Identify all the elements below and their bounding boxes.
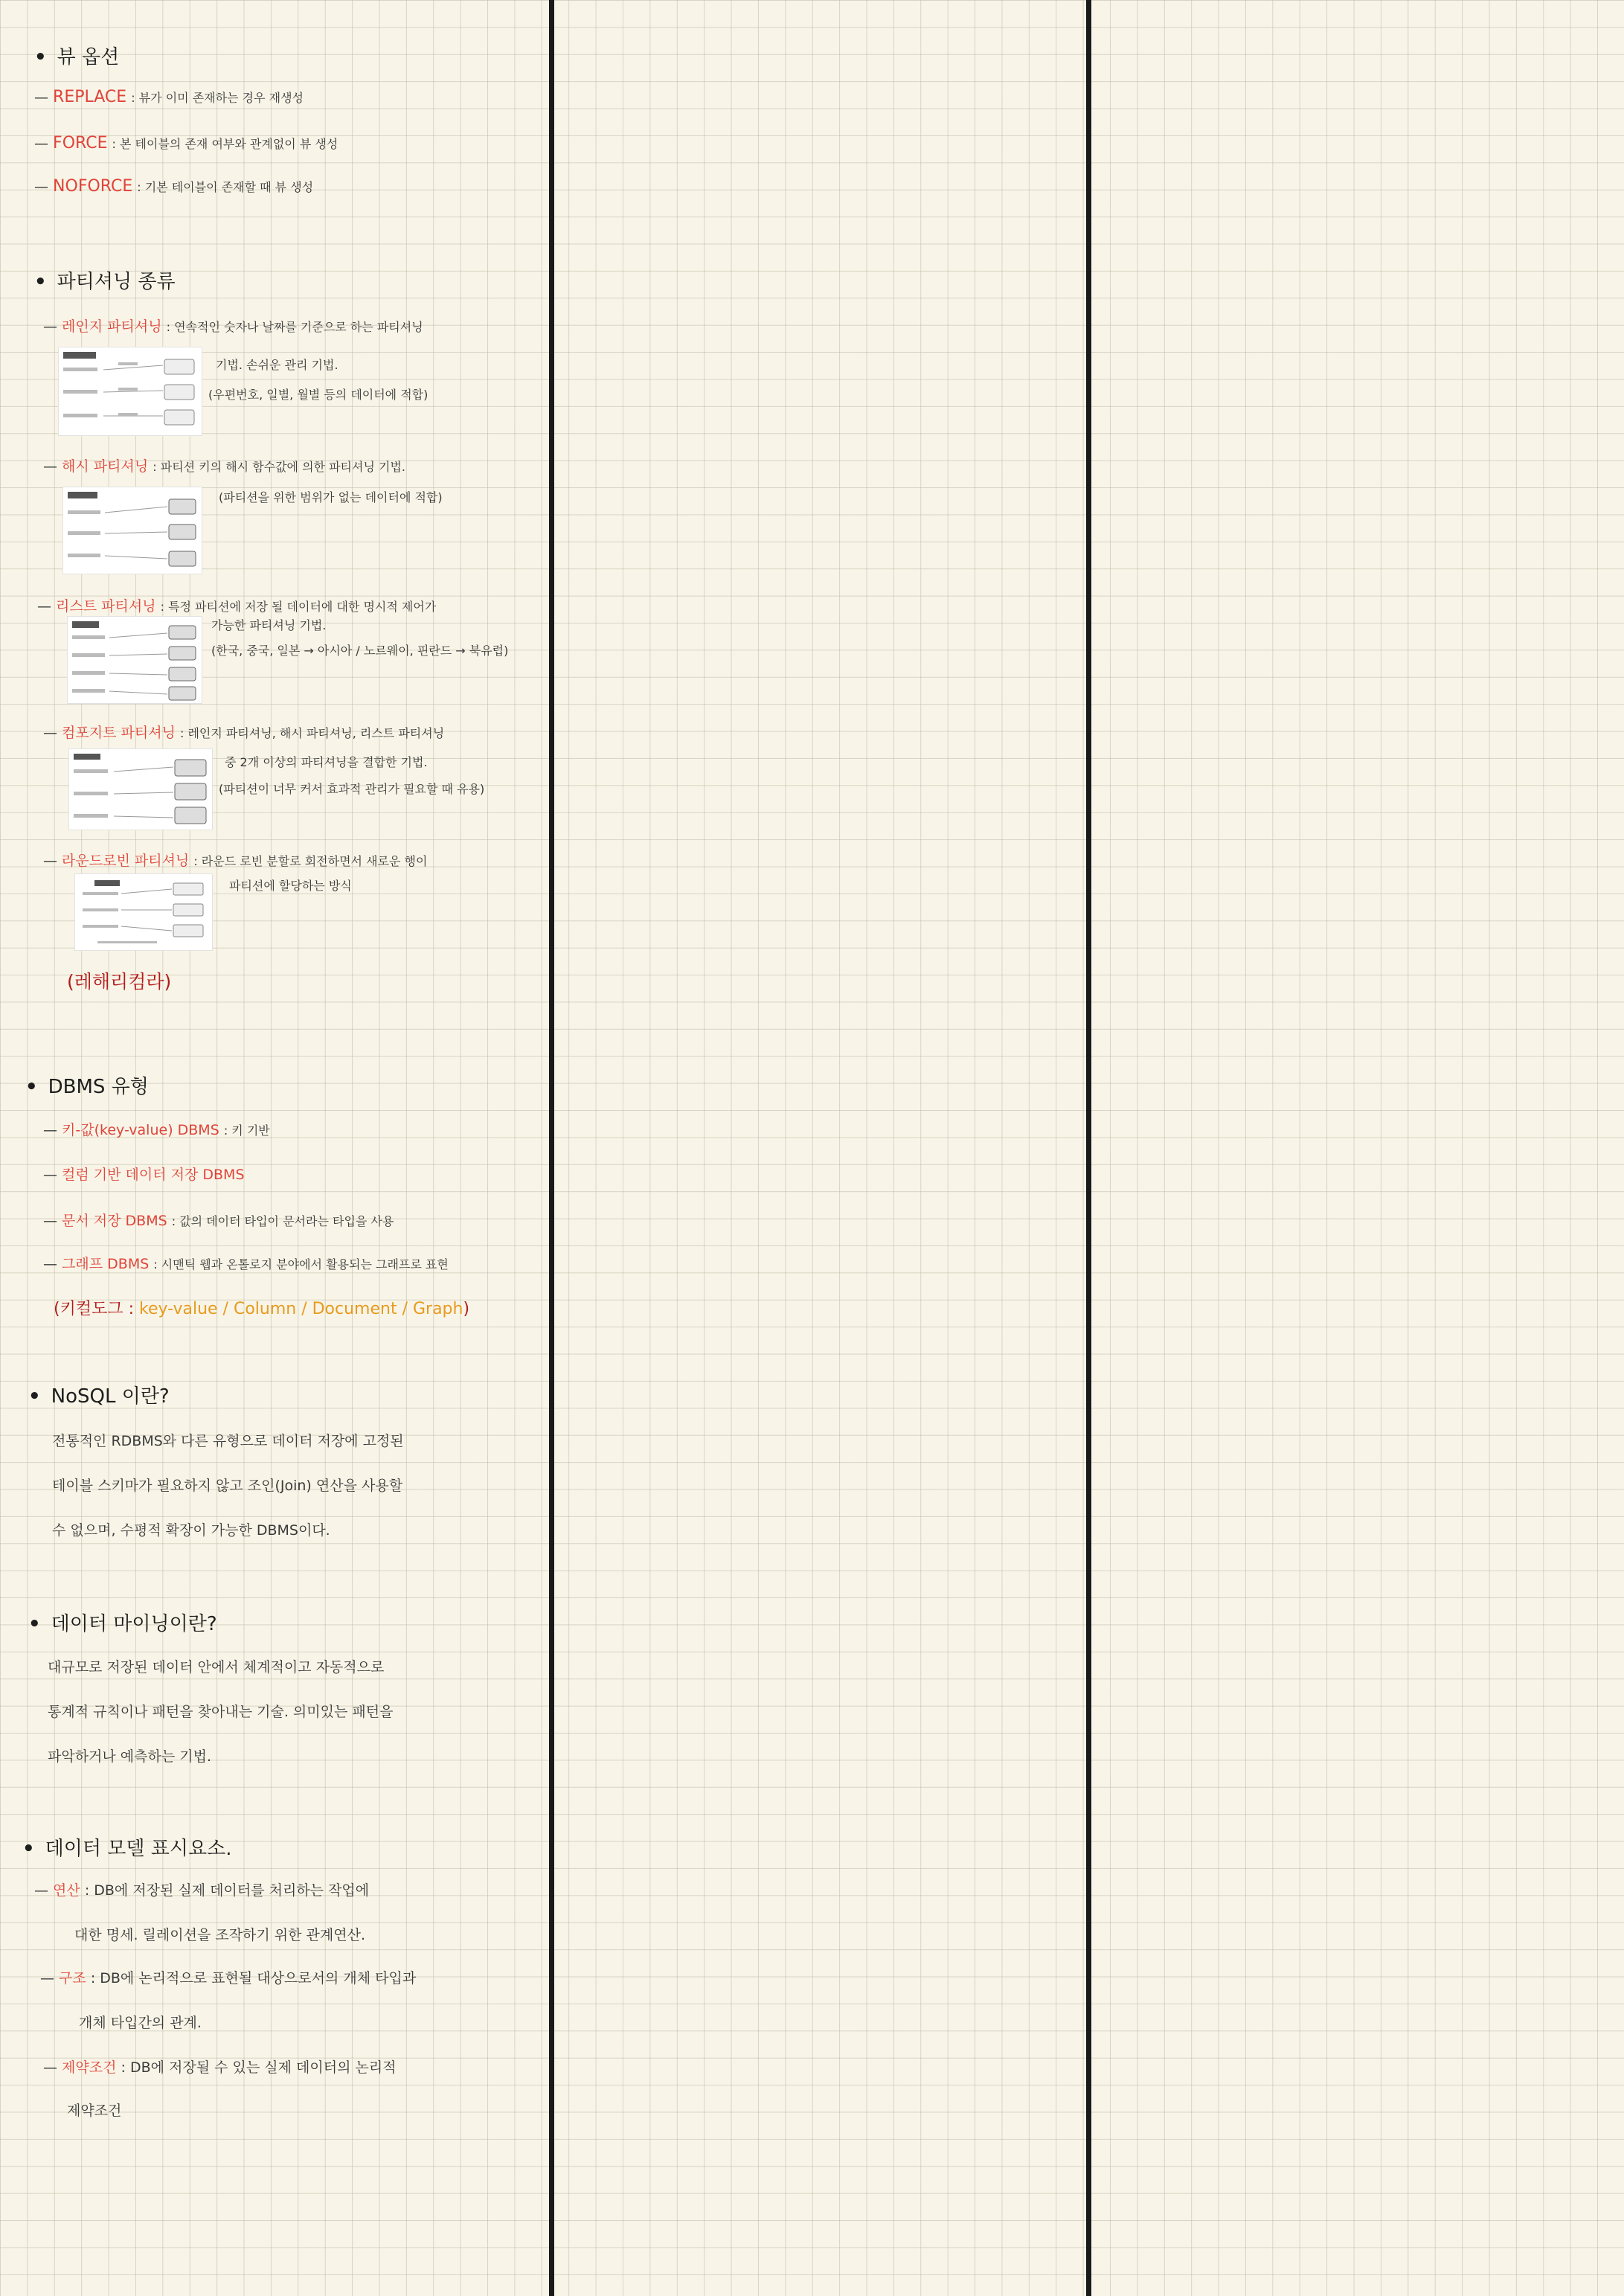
- view-options-heading: • 뷰 옵션: [34, 46, 120, 68]
- data-model-operation-line2: 대한 명세. 릴레이션을 조작하기 위한 관계연산.: [74, 1927, 366, 1943]
- data-mining-heading: • 데이터 마이닝이란?: [28, 1613, 217, 1635]
- data-model-structure: — 구조 : DB에 논리적으로 표현될 대상으로서의 개체 타입과: [40, 1970, 417, 1986]
- round-robin-partitioning: — 라운드로빈 파티셔닝 : 라운드 로빈 분할로 회전하면서 새로운 행이: [43, 853, 428, 869]
- hash-partitioning-line2: (파티션을 위한 범위가 없는 데이터에 적합): [219, 490, 443, 504]
- range-partitioning-line3: (우편번호, 일별, 월별 등의 데이터에 적합): [208, 388, 429, 402]
- dbms-type-graph: — 그래프 DBMS : 시맨틱 웹과 온톨로지 분야에서 활용되는 그래프로 표현: [43, 1256, 449, 1272]
- round-robin-partitioning-line2: 파티션에 할당하는 방식: [229, 879, 352, 893]
- dbms-type-document: — 문서 저장 DBMS : 값의 데이터 타입이 문서라는 타입을 사용: [43, 1213, 394, 1229]
- composite-partitioning-line2: 중 2개 이상의 파티셔닝을 결합한 기법.: [225, 755, 428, 769]
- dbms-keyword-mnemonic: (키컬도그 : key-value / Column / Document / Graph): [54, 1300, 470, 1318]
- nosql-line-3: 수 없으며, 수평적 확장이 가능한 DBMS이다.: [52, 1522, 330, 1539]
- hash-partitioning: — 해시 파티셔닝 : 파티션 키의 해시 함수값에 의한 파티셔닝 기법.: [43, 458, 406, 475]
- dbms-type-key-value: — 키-값(key-value) DBMS : 키 기반: [43, 1122, 270, 1138]
- range-partitioning-line2: 기법. 손쉬운 관리 기법.: [216, 358, 338, 372]
- hash-partitioning-diagram: [62, 487, 202, 574]
- data-model-constraints-line2: 제약조건: [67, 2103, 122, 2119]
- data-mining-line-1: 대규모로 저장된 데이터 안에서 체계적이고 자동적으로: [48, 1659, 385, 1675]
- data-model-constraints: — 제약조건 : DB에 저장될 수 있는 실제 데이터의 논리적: [43, 2059, 397, 2076]
- data-mining-line-3: 파악하거나 예측하는 기법.: [48, 1748, 212, 1765]
- notes-column: [0, 0, 551, 2296]
- data-model-structure-line2: 개체 타입간의 관계.: [79, 2015, 202, 2031]
- dbms-types-heading: • DBMS 유형: [25, 1076, 149, 1098]
- composite-partitioning-line3: (파티션이 너무 커서 효과적 관리가 필요할 때 유용): [219, 782, 485, 796]
- view-option-noforce: — NOFORCE : 기본 테이블이 존재할 때 뷰 생성: [34, 177, 314, 196]
- partitioning-mnemonic: (레해리컴라): [67, 971, 172, 993]
- range-partitioning-diagram: [58, 347, 202, 436]
- data-model-heading: • 데이터 모델 표시요소.: [22, 1838, 232, 1860]
- list-partitioning-line2: 가능한 파티셔닝 기법.: [211, 618, 327, 632]
- dbms-type-column: — 컬럼 기반 데이터 저장 DBMS: [43, 1167, 245, 1183]
- view-option-force: — FORCE : 본 테이블의 존재 여부와 관계없이 뷰 생성: [34, 134, 338, 153]
- range-partitioning: — 레인지 파티셔닝 : 연속적인 숫자나 날짜를 기준으로 하는 파티셔닝: [43, 318, 423, 335]
- list-partitioning: — 리스트 파티셔닝 : 특정 파티션에 저장 될 데이터에 대한 명시적 제어가: [37, 598, 437, 615]
- nosql-line-1: 전통적인 RDBMS와 다른 유형으로 데이터 저장에 고정된: [52, 1433, 404, 1449]
- data-mining-line-2: 통계적 규칙이나 패턴을 찾아내는 기술. 의미있는 패턴을: [48, 1704, 394, 1720]
- data-model-operation: — 연산 : DB에 저장된 실제 데이터를 처리하는 작업에: [34, 1882, 370, 1899]
- round-robin-partitioning-diagram: [74, 873, 213, 951]
- column-divider-2: [1086, 0, 1091, 2296]
- nosql-line-2: 테이블 스키마가 필요하지 않고 조인(Join) 연산을 사용할: [52, 1478, 403, 1494]
- nosql-heading: • NoSQL 이란?: [28, 1385, 170, 1408]
- list-partitioning-diagram: [67, 616, 202, 704]
- composite-partitioning-diagram: [68, 748, 213, 830]
- partitioning-heading: • 파티셔닝 종류: [34, 271, 176, 293]
- composite-partitioning: — 컴포지트 파티셔닝 : 레인지 파티셔닝, 해시 파티셔닝, 리스트 파티셔닝: [43, 725, 445, 741]
- view-option-replace: — REPLACE : 뷰가 이미 존재하는 경우 재생성: [34, 88, 304, 106]
- list-partitioning-line3: (한국, 중국, 일본 → 아시아 / 노르웨이, 핀란드 → 북유럽): [211, 644, 509, 658]
